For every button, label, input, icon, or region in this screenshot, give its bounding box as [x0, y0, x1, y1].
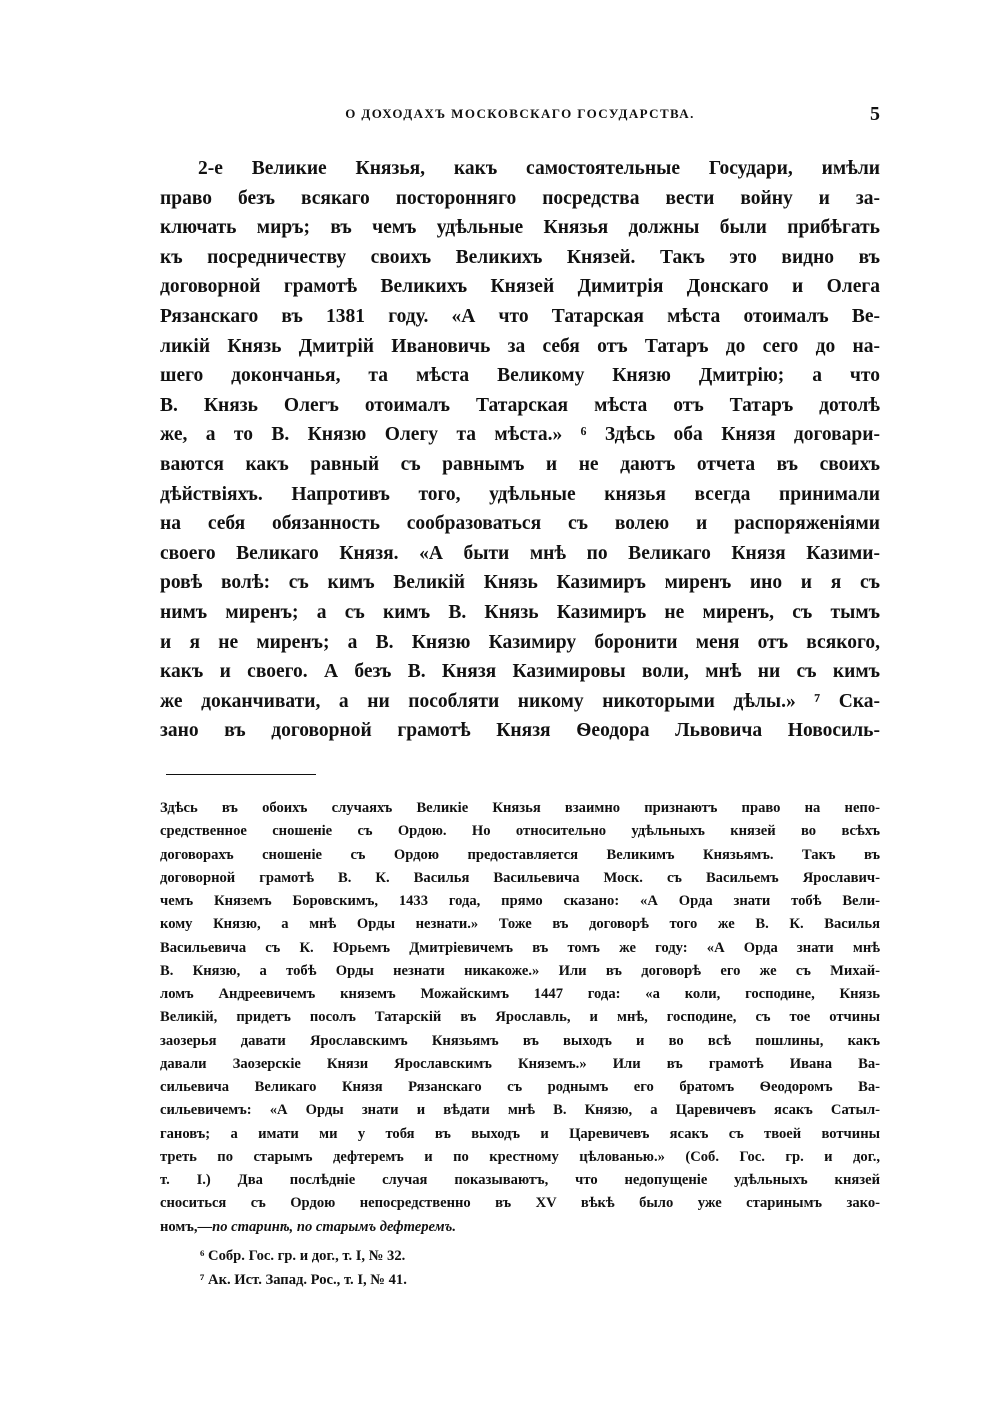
footnote-line: ломъ Андреевичемъ княземъ Можайскимъ 1447 года: «а коли, господине, Князь: [160, 986, 880, 1002]
footnote-line: гановъ; а имати ми у тобя въ выходъ и Царевичевъ ясакъ съ твоей вотчины: [160, 1125, 880, 1142]
footnote-last-lead: номъ,—: [160, 1218, 213, 1235]
body-line: нимъ миренъ; а съ кимъ В. Князь Казимиръ не миренъ, съ тымъ: [160, 601, 880, 623]
body-line: ваются какъ равный съ равнымъ и не даютъ отчета въ своихъ: [160, 453, 880, 475]
body-line: ликій Князь Дмитрій Ивановичь за себя отъ Татаръ до сего до на-: [160, 335, 880, 357]
body-line: договорной грамотѣ Великихъ Князей Димитрія Донскаго и Олега: [160, 276, 880, 298]
note-text: Ак. Ист. Запад. Рос., т. I, № 41.: [208, 1271, 407, 1288]
note-6: [160, 1244, 880, 1268]
footnote-line: Здѣсь въ обоихъ случаяхъ Великіе Князья взаимно признаютъ право на непо-: [160, 800, 880, 816]
note-mark: ⁷: [200, 1271, 205, 1288]
footnote-line: сильевичемъ: «А Орды знати и вѣдати мнѣ В. Князю, а Царевичевъ ясакъ Сатыл-: [160, 1102, 880, 1119]
running-head: [160, 103, 880, 128]
note-text: Собр. Гос. гр. и дог., т. I, № 32.: [208, 1247, 406, 1264]
body-line: дѣйствіяхъ. Напротивъ того, удѣльные князья всегда принимали: [160, 483, 880, 505]
footnote-line: Васильевича съ К. Юрьемъ Дмитріевичемъ въ томъ же году: «А Орда знати мнѣ: [160, 939, 880, 956]
footnote-line: договорахъ сношеніе съ Ордою предоставляется Великимъ Князьямъ. Такъ въ: [160, 846, 880, 863]
footnote-last-italic: по старинѣ, по старымъ дефтеремъ.: [212, 1218, 456, 1235]
body-line: и я не миренъ; а В. Князю Казимиру боронити меня отъ всякого,: [160, 631, 880, 653]
footnote-line: заозерья давати Ярославскимъ Князьямъ въ выходъ и во всѣ пошлины, какъ: [160, 1032, 880, 1049]
body-line: право безъ всякаго посторонняго посредства вести войну и за-: [160, 187, 880, 209]
body-line: же доканчивати, а ни пособляти никому никоторыми дѣлы.» ⁷ Ска-: [160, 690, 880, 712]
body-line: шего докончанья, та мѣста Великому Князю Дмитрію; а что: [160, 365, 880, 387]
body-line: же, а то В. Князю Олегу та мѣста.» ⁶ Здѣсь оба Князя договари-: [160, 424, 880, 446]
footnotes: [160, 797, 880, 1292]
footnote-line: средственное сношеніе съ Ордою. Но относительно удѣльныхъ князей во всѣхъ: [160, 823, 880, 840]
footnote-line: сильевича Великаго Князя Рязанскаго съ роднымъ его братомъ Ѳеодоромъ Ва-: [160, 1079, 880, 1095]
body-line: своего Великаго Князя. «А быти мнѣ по Великаго Князя Казими-: [160, 542, 880, 564]
footnote-line: договорной грамотѣ В. К. Василья Васильевича Моск. съ Васильемъ Ярославич-: [160, 869, 880, 886]
footnote-line: кому Князю, а мнѣ Орды незнати.» Тоже въ договорѣ того же В. К. Василья: [160, 916, 880, 933]
page-number: 5: [870, 103, 880, 125]
footnote-separator: [166, 774, 316, 775]
footnote-line: чемъ Княземъ Боровскимъ, 1433 года, прямо сказано: «А Орда знати тобѣ Вели-: [160, 893, 880, 909]
running-title: О ДОХОДАХЪ МОСКОВСКАГО ГОСУДАРСТВА.: [345, 106, 695, 121]
body-line: на себя обязанность сообразоваться съ волею и распоряженіями: [160, 513, 880, 535]
body-line: 2-е Великие Князья, какъ самостоятельные Государи, имѣли: [198, 158, 880, 179]
body-line: зано въ договорной грамотѣ Князя Ѳеодора Львовича Новосиль-: [160, 720, 880, 742]
footnote-line: давали Заозерскіе Князи Ярославскимъ Княземъ.» Или въ грамотѣ Ивана Ва-: [160, 1055, 880, 1072]
footnote-line: т. I.) Два послѣдніе случая показываютъ, что недопущеніе удѣльныхъ князей: [160, 1172, 880, 1188]
note-mark: ⁶: [200, 1247, 205, 1264]
footnote-line: треть по старымъ дефтеремъ и по крестному цѣлованью.» (Соб. Гос. гр. и дог.,: [160, 1148, 880, 1165]
main-paragraph: [160, 154, 880, 746]
body-line: Рязанскаго въ 1381 году. «А что Татарская мѣста отоималъ Ве-: [160, 305, 880, 327]
body-line: ключать миръ; въ чемъ удѣльные Князья должны были прибѣгать: [160, 217, 880, 239]
note-7: [160, 1268, 880, 1292]
body-line: ровѣ волѣ: съ кимъ Великій Князь Казимиръ миренъ ино и я съ: [160, 572, 880, 594]
body-line: В. Князь Олегъ отоималъ Татарская мѣста отъ Татаръ дотолѣ: [160, 394, 880, 416]
footnote-line-last: [160, 1216, 880, 1239]
footnote-line: В. Князю, а тобѣ Орды незнати никакоже.» Или въ договорѣ его же съ Михай-: [160, 962, 880, 979]
footnote-line: Великій, придетъ посолъ Татарскій въ Ярославль, и мнѣ, господине, съ тое отчины: [160, 1009, 880, 1026]
footnote-line: сноситься съ Ордою непосредственно въ XV вѣкѣ было уже старинымъ зако-: [160, 1195, 880, 1212]
body-line: къ посредничеству своихъ Великихъ Князей. Такъ это видно въ: [160, 246, 880, 268]
body-line: какъ и своего. А безъ В. Князя Казимировы воли, мнѣ ни съ кимъ: [160, 661, 880, 683]
